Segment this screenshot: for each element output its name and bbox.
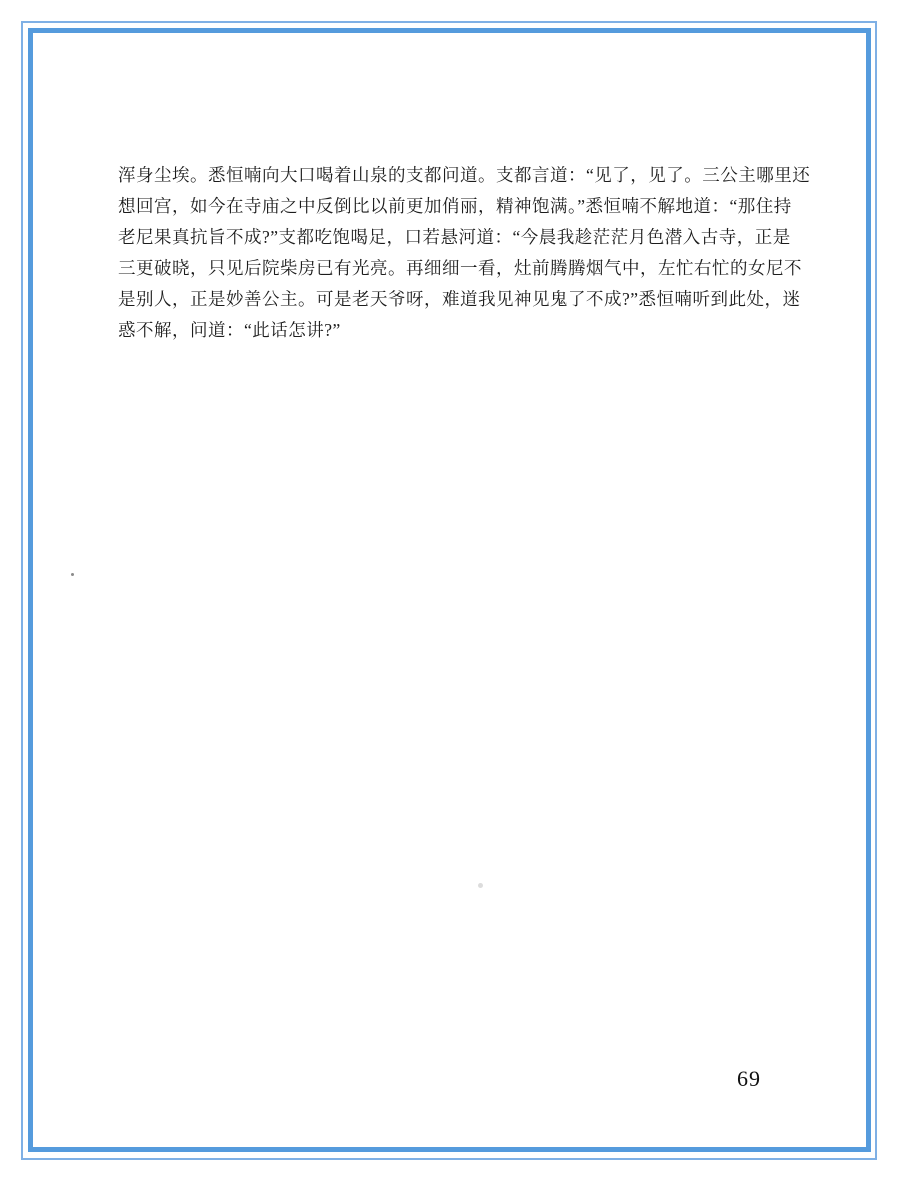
text-line: 三更破晓，只见后院柴房已有光亮。再细细一看，灶前腾腾烟气中，左忙右忙的女尼不	[118, 258, 802, 278]
text-line: 老尼果真抗旨不成?”支都吃饱喝足，口若悬河道：“今晨我趁茫茫月色潜入古寺，正是	[118, 227, 791, 247]
body-text-block	[118, 160, 811, 346]
text-line: 是别人，正是妙善公主。可是老天爷呀，难道我见神见鬼了不成?”悉恒喃听到此处，迷	[118, 289, 801, 309]
text-line: 惑不解，问道：“此话怎讲?”	[118, 320, 341, 340]
text-line: 浑身尘埃。悉恒喃向大口喝着山泉的支都问道。支都言道：“见了，见了。三公主哪里还	[118, 165, 811, 185]
scan-speck	[478, 883, 483, 888]
scan-speck	[71, 573, 74, 576]
text-line: 想回宫，如今在寺庙之中反倒比以前更加俏丽，精神饱满。”悉恒喃不解地道：“那住持	[118, 196, 792, 216]
page-number: 69	[737, 1066, 761, 1091]
